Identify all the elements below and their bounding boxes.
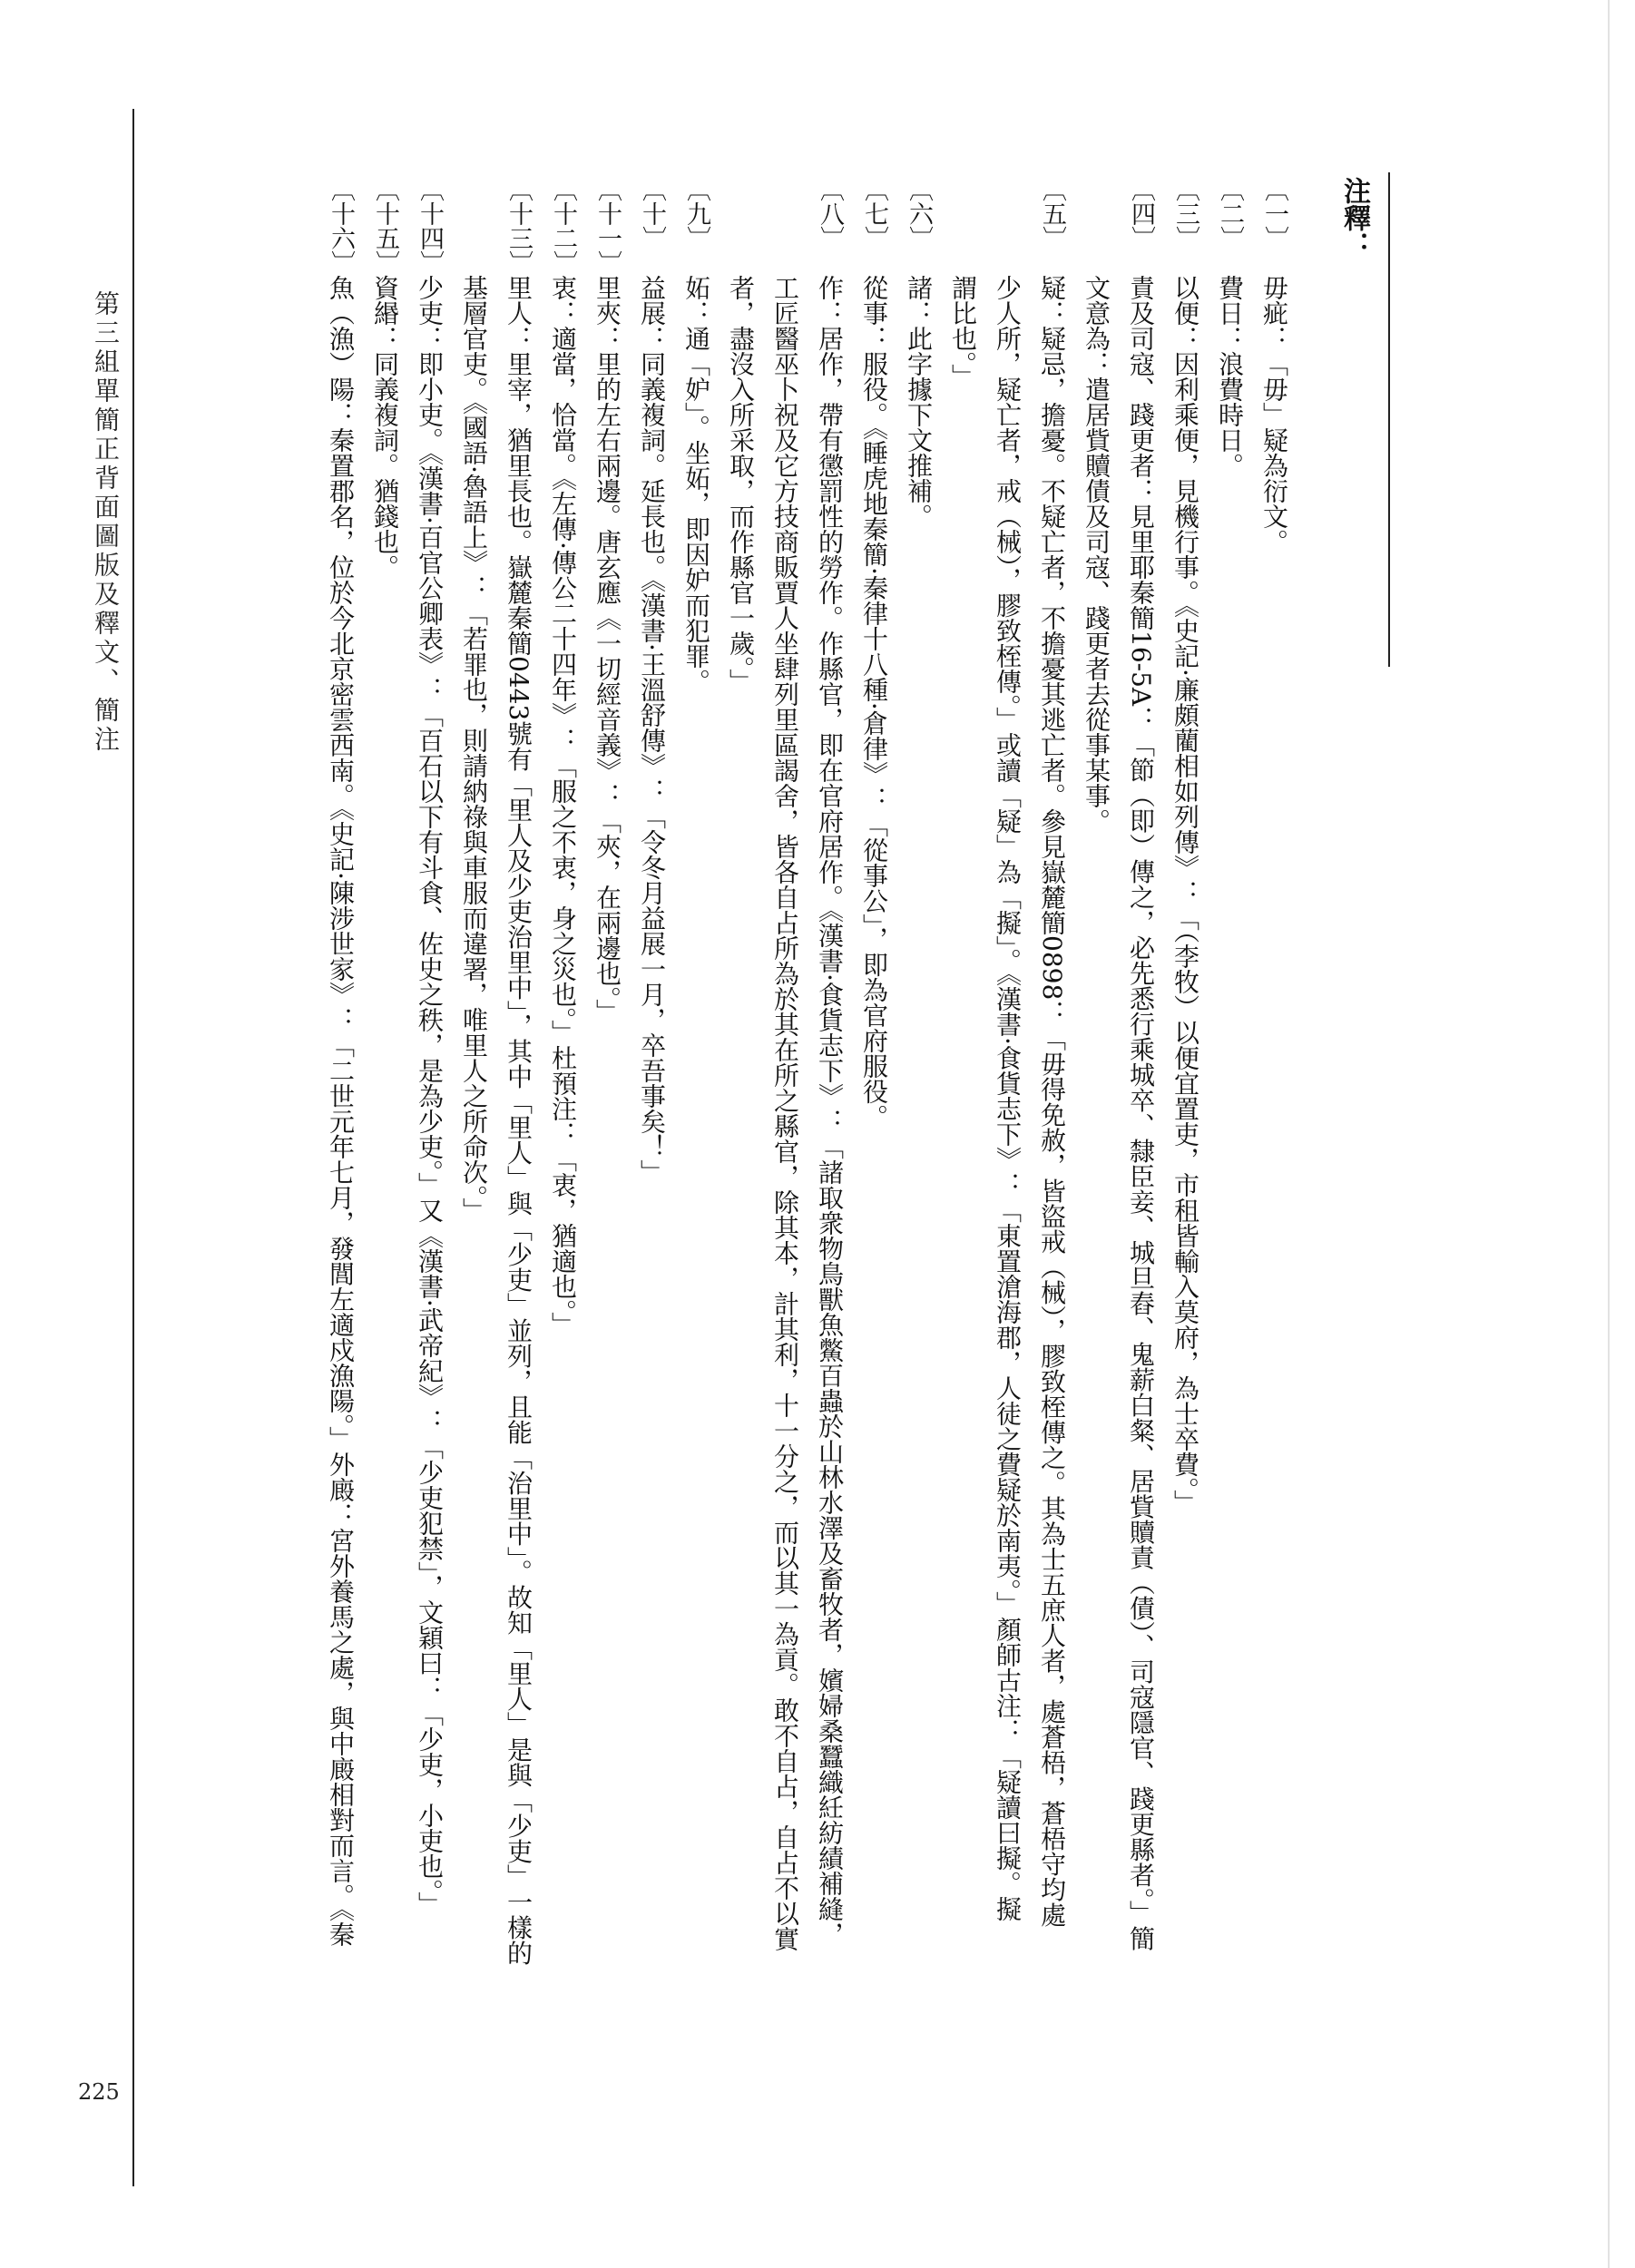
note-line xyxy=(631,177,671,2173)
note-text: 益展：同義複詞。延長也。《漢書·王溫舒傳》：「令冬月益展一月，卒吾事矣！」 xyxy=(637,275,667,1185)
note-number: 〔一〕 xyxy=(1260,177,1288,250)
note-number: 〔十五〕 xyxy=(371,177,399,275)
margin-rule xyxy=(132,109,134,2186)
note-line xyxy=(1209,177,1249,2173)
note-text: 者，盡沒入所采取，而作縣官一歲。」 xyxy=(726,275,756,694)
note-text: 里夾：里的左右兩邊。唐玄應《一切經音義》：「夾，在兩邊也。」 xyxy=(592,275,622,1024)
note-number: 〔九〕 xyxy=(682,177,710,250)
note-line xyxy=(498,177,538,2173)
note-number: 〔十六〕 xyxy=(327,177,355,275)
note-text: 少吏：即小吏。《漢書·百官公卿表》：「百石以下有斗食、佐史之秩，是為少吏。」又《漢書·武帝紀》：「少吏犯禁」，文穎曰：「少吏，小吏也。」 xyxy=(415,275,445,1917)
note-number: 〔三〕 xyxy=(1171,177,1199,250)
note-text: 妬：通「妒」。坐妬，即因妒而犯罪。 xyxy=(681,275,711,694)
note-number: 〔十四〕 xyxy=(416,177,444,275)
note-number xyxy=(720,177,760,255)
note-text: 以便：因利乘便，見機行事。《史記·廉頗藺相如列傳》：「（李牧）以便宜置吏，市租皆輸入莫府，為士卒費。」 xyxy=(1170,275,1200,1515)
page-edge xyxy=(1608,0,1610,2268)
note-line xyxy=(1165,177,1205,2173)
note-line xyxy=(676,177,716,2173)
note-line xyxy=(454,177,494,2173)
note-number: 〔五〕 xyxy=(1038,177,1066,250)
note-text: 責及司寇、踐更者：見里耶秦簡16-5A：「節（即）傳之，必先悉行乘城卒、隸臣妾、城旦舂、鬼薪白粲、居貲贖責（債）、司寇隱官、踐更縣者。」簡 xyxy=(1126,275,1156,1951)
note-number: 〔八〕 xyxy=(816,177,844,250)
note-number: 〔十一〕 xyxy=(593,177,622,275)
note-text: 謂比也。」 xyxy=(948,275,978,389)
note-number: 〔二〕 xyxy=(1216,177,1244,250)
note-number: 〔十三〕 xyxy=(504,177,533,275)
note-text: 里人：里宰，猶里長也。嶽麓秦簡0443號有「里人及少吏治里中」，其中「里人」與「少吏」並列，且能「治里中」。故知「里人」是與「少吏」一樣的 xyxy=(504,275,534,1966)
note-number xyxy=(987,177,1027,255)
note-line xyxy=(543,177,583,2173)
page-number: 225 xyxy=(78,2079,120,2105)
note-text: 工匠醫巫卜祝及它方技商販賈人坐肆列里區謁舍，皆各自占所為於其在所之縣官，除其本，計其利，十一分之，而以其一為貢。敢不自占，自占不以實 xyxy=(770,275,800,1951)
note-line xyxy=(1032,177,1072,2173)
notes-title: 注釋： xyxy=(1338,177,1370,259)
note-number xyxy=(1076,177,1116,255)
note-text: 文意為：遣居貲贖債及司寇、踐更者去從事某事。 xyxy=(1082,275,1111,834)
note-line xyxy=(765,177,805,2173)
note-line xyxy=(1121,177,1160,2173)
header-rule xyxy=(1388,172,1390,667)
note-number: 〔四〕 xyxy=(1127,177,1155,250)
note-line xyxy=(365,177,405,2173)
note-number: 〔十二〕 xyxy=(549,177,577,275)
note-text: 疑：疑忌，擔憂。不疑亡者，不擔憂其逃亡者。參見嶽麓簡0898：「毋得免赦，皆盜戒（械），膠致桎傳之。其為士五庶人者，處蒼梧，蒼梧守均處 xyxy=(1037,275,1067,1928)
note-text: 基層官吏。《國語·魯語上》：「若罪也，則請納祿與車服而違署，唯里人之所命次。」 xyxy=(459,275,489,1223)
note-number xyxy=(454,177,494,255)
note-line xyxy=(943,177,983,2173)
note-text: 衷：適當，恰當。《左傳·傳公二十四年》：「服之不衷，身之災也。」杜預注：「衷，猶適也。」 xyxy=(548,275,578,1337)
note-text: 魚（漁）陽：秦置郡名，位於今北京密雲西南。《史記·陳涉世家》：「二世元年七月，發閭左適戍漁陽。」外廄：宮外養馬之處，與中廄相對而言。《秦 xyxy=(326,275,356,1947)
note-text: 諸：此字據下文推補。 xyxy=(904,275,934,529)
note-line xyxy=(898,177,938,2173)
note-text: 資緡：同義複詞。猶錢也。 xyxy=(370,275,400,580)
note-text: 從事：服役。《睡虎地秦簡·秦律十八種·倉律》：「從事公」，即為官府服役。 xyxy=(859,275,889,1129)
running-head: 第三組單簡正背面圖版及釋文、簡注 xyxy=(91,290,121,755)
note-line xyxy=(809,177,849,2173)
note-text: 少人所，疑亡者，戒（械），膠致桎傳。」或讀「疑」為「擬」。《漢書·食貨志下》：「東置滄海郡，人徒之費疑於南夷。」顏師古注：「疑讀曰擬。擬 xyxy=(993,275,1023,1921)
note-line xyxy=(320,177,360,2173)
note-number xyxy=(765,177,805,255)
note-line xyxy=(587,177,627,2173)
note-line xyxy=(987,177,1027,2173)
note-line xyxy=(1254,177,1294,2173)
note-line xyxy=(720,177,760,2173)
note-number: 〔十〕 xyxy=(638,177,666,250)
note-text: 費日：浪費時日。 xyxy=(1215,275,1245,478)
note-line xyxy=(409,177,449,2173)
note-number: 〔七〕 xyxy=(860,177,888,250)
note-number: 〔六〕 xyxy=(905,177,933,250)
note-text: 作：居作，帶有懲罰性的勞作。作縣官，即在官府居作。《漢書·食貨志下》：「諸取衆物鳥獸魚鱉百蟲於山林水澤及畜牧者，嬪婦桑蠶織紝紡績補縫， xyxy=(815,275,845,1947)
note-text: 毋疵：「毋」疑為衍文。 xyxy=(1259,275,1289,554)
note-line xyxy=(854,177,894,2173)
note-line xyxy=(1076,177,1116,2173)
note-number xyxy=(943,177,983,255)
